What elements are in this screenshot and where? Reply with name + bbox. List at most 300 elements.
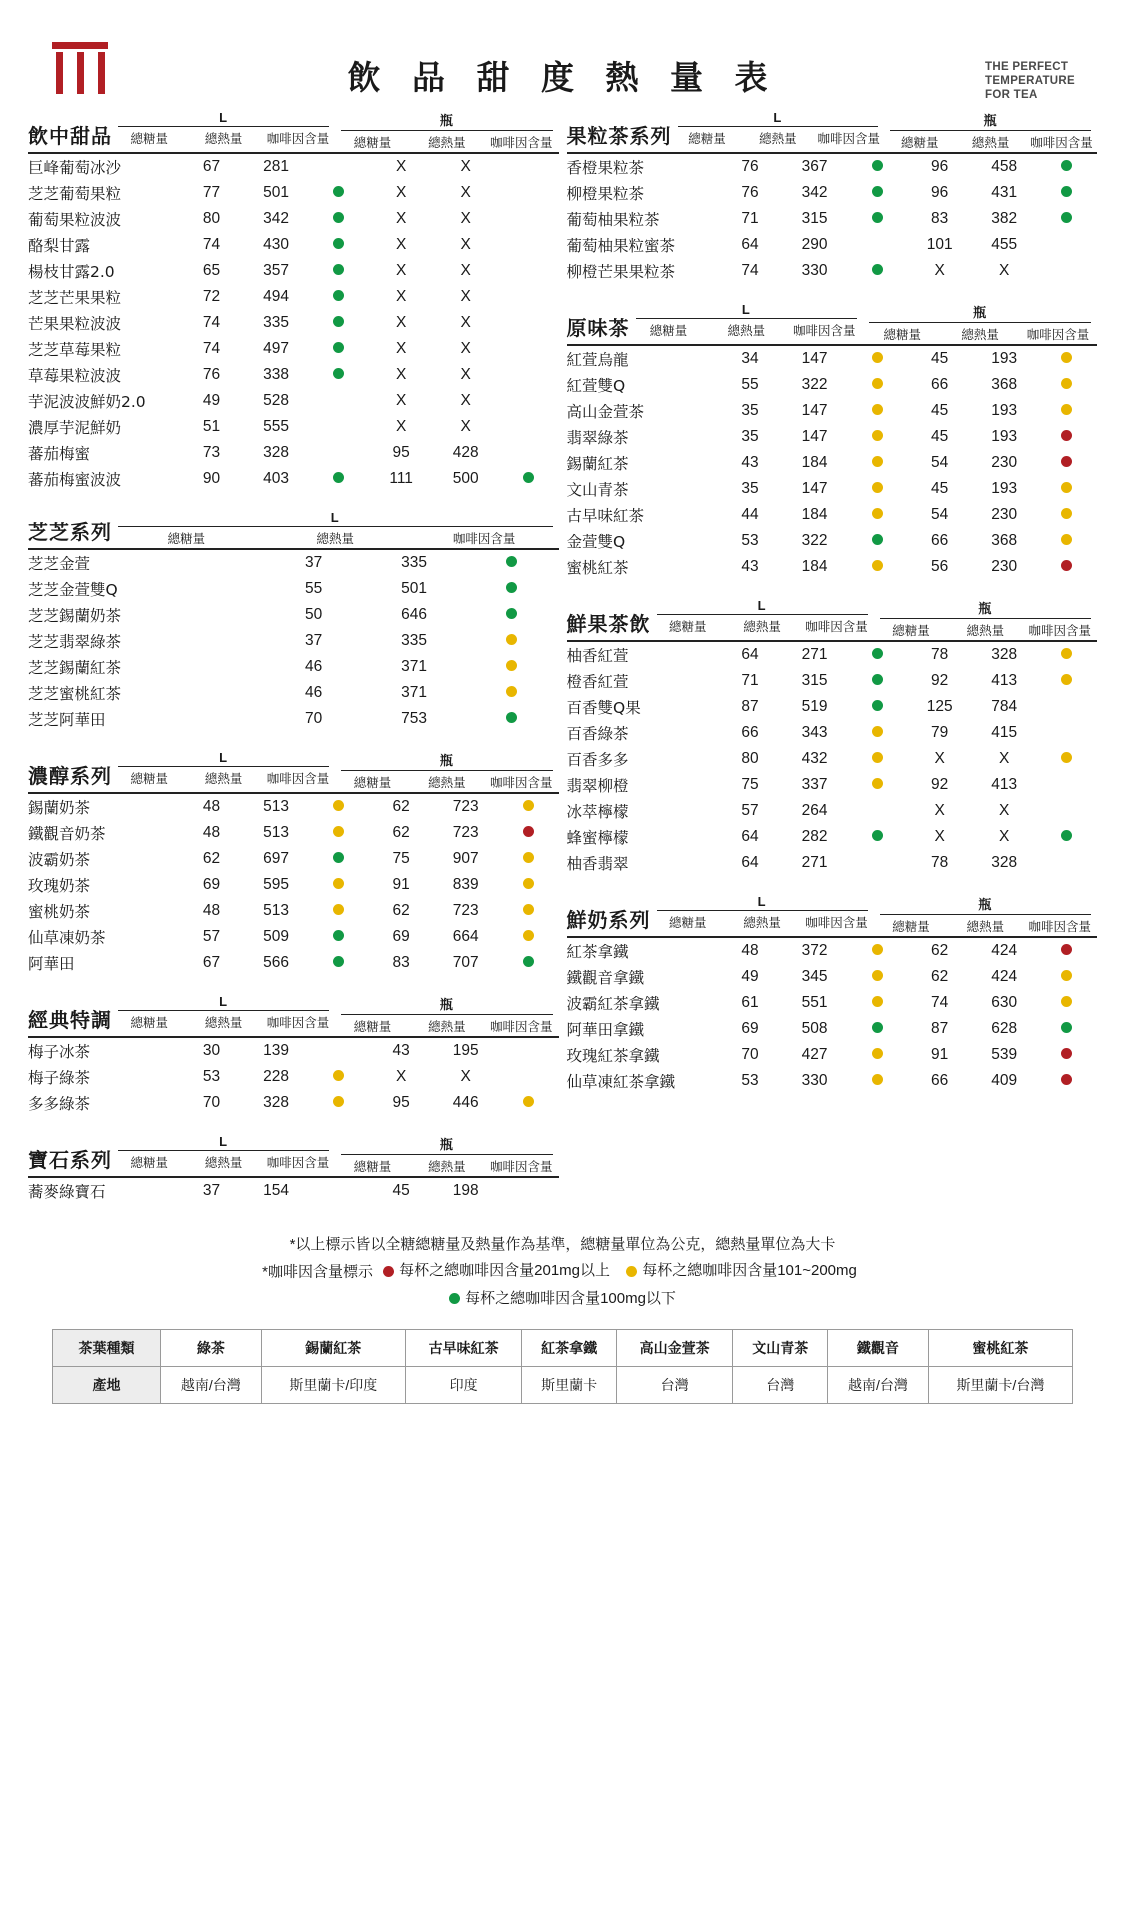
l-sugar: 70 bbox=[305, 710, 323, 727]
b-caffeine bbox=[1036, 424, 1097, 450]
col-header-caffeine: 咖啡因含量 bbox=[266, 132, 330, 146]
l-caffeine bbox=[308, 950, 369, 976]
col-header-sugar: 總糖量 bbox=[649, 324, 688, 338]
l-calorie: 315 bbox=[801, 672, 828, 689]
l-sugar: 46 bbox=[305, 658, 323, 675]
l-sugar: 46 bbox=[305, 684, 323, 701]
l-sugar: 62 bbox=[202, 850, 221, 867]
caffeine-dot-icon bbox=[872, 674, 883, 685]
col-header-caffeine: 咖啡因含量 bbox=[805, 620, 868, 634]
l-calorie: 147 bbox=[801, 480, 828, 497]
l-calorie: 281 bbox=[263, 158, 290, 175]
col-header-calorie: 總熱量 bbox=[743, 916, 781, 930]
l-calorie: 367 bbox=[801, 158, 828, 175]
l-caffeine bbox=[847, 450, 908, 476]
b-calorie: 382 bbox=[991, 210, 1018, 227]
item-name: 柳橙果粒茶 bbox=[566, 185, 645, 203]
b-sugar: 92 bbox=[931, 776, 949, 793]
l-caffeine bbox=[308, 206, 369, 232]
table-row bbox=[567, 450, 1098, 476]
item-name: 芒果果粒波波 bbox=[28, 315, 122, 333]
item-name: 鐵觀音拿鐵 bbox=[566, 969, 645, 987]
group-large bbox=[112, 1134, 335, 1175]
tea-origin-cell: 台灣 bbox=[616, 1367, 732, 1404]
l-caffeine bbox=[308, 440, 369, 466]
b-caffeine bbox=[1036, 746, 1097, 772]
b-caffeine bbox=[1036, 772, 1097, 798]
l-calorie: 566 bbox=[263, 954, 290, 971]
b-sugar: X bbox=[395, 158, 407, 175]
l-caffeine bbox=[847, 180, 908, 206]
section-header bbox=[567, 894, 1098, 938]
l-calorie: 646 bbox=[401, 606, 428, 623]
caffeine-dot-icon bbox=[523, 930, 534, 941]
b-sugar: X bbox=[395, 392, 407, 409]
b-sugar: 45 bbox=[392, 1182, 410, 1199]
col-header-calorie: 總熱量 bbox=[204, 772, 243, 786]
col-header-calorie: 總熱量 bbox=[428, 1020, 466, 1034]
item-name: 古早味紅茶 bbox=[566, 507, 645, 525]
table-row bbox=[567, 232, 1098, 258]
b-sugar: X bbox=[395, 210, 407, 227]
l-sugar: 44 bbox=[741, 506, 759, 523]
col-header-caffeine: 咖啡因含量 bbox=[490, 1160, 553, 1174]
table-row bbox=[28, 706, 559, 732]
l-sugar: 64 bbox=[741, 854, 759, 871]
l-calorie: 513 bbox=[263, 798, 290, 815]
group-label: L bbox=[657, 598, 868, 615]
l-calorie: 184 bbox=[801, 506, 828, 523]
b-calorie: 500 bbox=[452, 470, 479, 487]
section-drink-dessert bbox=[28, 110, 559, 492]
l-sugar: 75 bbox=[741, 776, 759, 793]
l-calorie: 501 bbox=[401, 580, 428, 597]
group-columns bbox=[651, 913, 874, 931]
section-rows bbox=[567, 938, 1098, 1094]
table-row bbox=[567, 990, 1098, 1016]
section-header bbox=[567, 110, 1098, 154]
caffeine-dot-icon bbox=[333, 878, 344, 889]
l-caffeine bbox=[847, 372, 908, 398]
l-caffeine bbox=[464, 550, 558, 576]
left-column bbox=[28, 110, 559, 1222]
caffeine-dot-icon bbox=[333, 930, 344, 941]
group-columns bbox=[112, 769, 335, 787]
group-large bbox=[651, 894, 874, 935]
l-caffeine bbox=[847, 850, 908, 876]
tea-type-cell: 綠茶 bbox=[161, 1330, 262, 1367]
group-label: 瓶 bbox=[341, 110, 552, 131]
b-calorie: X bbox=[999, 750, 1010, 767]
group-label: L bbox=[636, 302, 858, 319]
l-caffeine bbox=[847, 964, 908, 990]
legend-low bbox=[449, 1286, 676, 1312]
l-caffeine bbox=[847, 990, 908, 1016]
b-caffeine bbox=[498, 310, 559, 336]
tea-origin-table bbox=[52, 1329, 1073, 1404]
caffeine-dot-icon bbox=[333, 904, 344, 915]
table-row bbox=[28, 466, 559, 492]
caffeine-low-dot-icon bbox=[449, 1293, 460, 1304]
b-sugar: 66 bbox=[931, 376, 949, 393]
l-sugar: 35 bbox=[741, 402, 759, 419]
l-sugar: 48 bbox=[741, 942, 759, 959]
caffeine-dot-icon bbox=[523, 956, 534, 967]
item-name: 蜜桃奶茶 bbox=[28, 903, 91, 921]
section-title: 原味茶 bbox=[566, 316, 630, 340]
group-large bbox=[672, 110, 885, 151]
group-label: 瓶 bbox=[341, 994, 552, 1015]
l-caffeine bbox=[847, 346, 908, 372]
caffeine-dot-icon bbox=[872, 996, 883, 1007]
caffeine-dot-icon bbox=[506, 582, 517, 593]
l-sugar: 73 bbox=[202, 444, 221, 461]
table-row bbox=[567, 798, 1098, 824]
item-name: 葡萄柚果粒茶 bbox=[566, 211, 660, 229]
item-name: 柳橙芒果果粒茶 bbox=[566, 263, 676, 281]
l-calorie: 509 bbox=[263, 928, 290, 945]
l-sugar: 70 bbox=[741, 1046, 759, 1063]
l-sugar: 37 bbox=[305, 632, 323, 649]
l-caffeine bbox=[464, 680, 558, 706]
group-label: L bbox=[118, 1134, 329, 1151]
col-header-caffeine: 咖啡因含量 bbox=[266, 1156, 330, 1170]
col-header-caffeine: 咖啡因含量 bbox=[266, 772, 330, 786]
item-name: 芝芝蜜桃紅茶 bbox=[28, 685, 122, 703]
b-sugar: 62 bbox=[392, 798, 410, 815]
col-header-sugar: 總糖量 bbox=[167, 532, 206, 546]
l-calorie: 342 bbox=[801, 184, 828, 201]
l-caffeine bbox=[847, 824, 908, 850]
b-sugar: X bbox=[395, 184, 407, 201]
item-name: 波霸奶茶 bbox=[28, 851, 91, 869]
table-row bbox=[567, 642, 1098, 668]
b-calorie: 907 bbox=[452, 850, 479, 867]
section-header bbox=[28, 994, 559, 1038]
col-header-caffeine: 咖啡因含量 bbox=[490, 136, 553, 150]
b-sugar: 96 bbox=[931, 184, 949, 201]
b-caffeine bbox=[1036, 206, 1097, 232]
section-title: 濃醇系列 bbox=[28, 764, 112, 788]
l-caffeine bbox=[847, 554, 908, 580]
caffeine-dot-icon bbox=[872, 404, 883, 415]
l-caffeine bbox=[847, 938, 908, 964]
b-sugar: 87 bbox=[931, 1020, 949, 1037]
l-calorie: 342 bbox=[263, 210, 290, 227]
l-calorie: 519 bbox=[801, 698, 828, 715]
section-title: 芝芝系列 bbox=[28, 520, 112, 544]
b-caffeine bbox=[498, 872, 559, 898]
table-row bbox=[28, 206, 559, 232]
table-row bbox=[28, 154, 559, 180]
b-caffeine bbox=[498, 846, 559, 872]
caffeine-dot-icon bbox=[333, 852, 344, 863]
table-row bbox=[567, 746, 1098, 772]
item-name: 翡翠柳橙 bbox=[566, 777, 629, 795]
l-sugar: 72 bbox=[202, 288, 221, 305]
l-calorie: 513 bbox=[263, 824, 290, 841]
b-sugar: 66 bbox=[931, 1072, 949, 1089]
caffeine-dot-icon bbox=[872, 482, 883, 493]
caffeine-dot-icon bbox=[872, 212, 883, 223]
col-header-caffeine: 咖啡因含量 bbox=[266, 1016, 330, 1030]
section-yuanwei bbox=[567, 302, 1098, 580]
table-row bbox=[567, 528, 1098, 554]
item-name: 梅子綠茶 bbox=[28, 1069, 91, 1087]
table-row bbox=[28, 602, 559, 628]
item-name: 蕃茄梅蜜 bbox=[28, 445, 91, 463]
table-row bbox=[567, 554, 1098, 580]
table-row bbox=[28, 924, 559, 950]
b-sugar: X bbox=[395, 288, 407, 305]
caffeine-dot-icon bbox=[1061, 1022, 1072, 1033]
l-caffeine bbox=[847, 720, 908, 746]
l-calorie: 322 bbox=[801, 532, 828, 549]
caffeine-dot-icon bbox=[872, 1074, 883, 1085]
l-caffeine bbox=[847, 424, 908, 450]
caffeine-dot-icon bbox=[872, 560, 883, 571]
b-calorie: 723 bbox=[452, 798, 479, 815]
section-header bbox=[28, 510, 559, 550]
item-name: 芝芝錫蘭紅茶 bbox=[28, 659, 122, 677]
b-calorie: 409 bbox=[991, 1072, 1018, 1089]
b-caffeine bbox=[1036, 642, 1097, 668]
tagline bbox=[985, 60, 1075, 102]
caffeine-dot-icon bbox=[333, 290, 344, 301]
b-sugar: 83 bbox=[931, 210, 949, 227]
caffeine-dot-icon bbox=[872, 970, 883, 981]
col-header-calorie: 總熱量 bbox=[428, 136, 466, 150]
b-caffeine bbox=[498, 388, 559, 414]
b-sugar: 43 bbox=[392, 1042, 410, 1059]
tea-origin-cell: 越南/台灣 bbox=[828, 1367, 929, 1404]
caffeine-dot-icon bbox=[523, 472, 534, 483]
section-title: 鮮果茶飲 bbox=[566, 612, 651, 636]
group-label: 瓶 bbox=[880, 598, 1091, 619]
b-caffeine bbox=[498, 258, 559, 284]
caffeine-dot-icon bbox=[872, 1048, 883, 1059]
table-row bbox=[567, 938, 1098, 964]
b-calorie: 413 bbox=[991, 672, 1018, 689]
b-sugar: 83 bbox=[392, 954, 410, 971]
b-calorie: 230 bbox=[991, 454, 1018, 471]
b-sugar: 75 bbox=[392, 850, 410, 867]
group-large bbox=[630, 302, 864, 343]
b-sugar: 62 bbox=[392, 902, 410, 919]
caffeine-dot-icon bbox=[333, 472, 344, 483]
table-row bbox=[567, 772, 1098, 798]
col-header-sugar: 總糖量 bbox=[353, 1020, 392, 1034]
l-calorie: 154 bbox=[263, 1182, 290, 1199]
b-sugar: X bbox=[395, 236, 407, 253]
b-caffeine bbox=[498, 154, 559, 180]
b-caffeine bbox=[498, 820, 559, 846]
group-label: 瓶 bbox=[869, 302, 1091, 323]
b-calorie: 428 bbox=[452, 444, 479, 461]
section-rows bbox=[567, 642, 1098, 876]
group-large bbox=[112, 750, 335, 791]
table-row bbox=[28, 1064, 559, 1090]
column-groups bbox=[651, 598, 1098, 639]
l-calorie: 697 bbox=[263, 850, 290, 867]
col-header-sugar: 總糖量 bbox=[892, 920, 930, 934]
col-header-calorie: 總熱量 bbox=[204, 132, 243, 146]
l-sugar: 77 bbox=[202, 184, 221, 201]
item-name: 葡萄柚果粒蜜茶 bbox=[566, 237, 676, 255]
tea-type-cell: 文山青茶 bbox=[733, 1330, 828, 1367]
caffeine-mid-dot-icon bbox=[626, 1266, 637, 1277]
sections-columns bbox=[22, 110, 1103, 1222]
column-groups bbox=[630, 302, 1098, 343]
b-calorie: 446 bbox=[452, 1094, 479, 1111]
table-row bbox=[567, 372, 1098, 398]
l-sugar: 57 bbox=[202, 928, 221, 945]
tagline-line-3: FOR TEA bbox=[985, 89, 1038, 101]
l-calorie: 330 bbox=[801, 262, 828, 279]
group-label: L bbox=[118, 510, 553, 527]
l-caffeine bbox=[847, 206, 908, 232]
caffeine-dot-icon bbox=[506, 634, 517, 645]
item-name: 文山青茶 bbox=[566, 481, 629, 499]
l-sugar: 90 bbox=[202, 470, 221, 487]
col-header-caffeine: 咖啡因含量 bbox=[1028, 920, 1092, 934]
tea-origin-cell: 斯里蘭卡/台灣 bbox=[928, 1367, 1072, 1404]
item-name: 金萱雙Q bbox=[566, 533, 626, 551]
tea-type-cell: 古早味紅茶 bbox=[405, 1330, 521, 1367]
l-calorie: 335 bbox=[401, 554, 428, 571]
caffeine-dot-icon bbox=[872, 700, 883, 711]
b-sugar: 91 bbox=[392, 876, 410, 893]
l-caffeine bbox=[308, 258, 369, 284]
b-caffeine bbox=[1036, 694, 1097, 720]
l-calorie: 372 bbox=[801, 942, 828, 959]
l-caffeine bbox=[308, 414, 369, 440]
right-column bbox=[567, 110, 1098, 1222]
caffeine-dot-icon bbox=[1061, 456, 1072, 467]
caffeine-dot-icon bbox=[523, 904, 534, 915]
table-row bbox=[567, 1042, 1098, 1068]
caffeine-dot-icon bbox=[523, 800, 534, 811]
b-sugar: 79 bbox=[931, 724, 949, 741]
l-sugar: 61 bbox=[741, 994, 759, 1011]
l-caffeine bbox=[308, 388, 369, 414]
col-header-calorie: 總熱量 bbox=[966, 920, 1005, 934]
section-xiannai bbox=[567, 894, 1098, 1094]
caffeine-dot-icon bbox=[1061, 674, 1072, 685]
table-row bbox=[28, 898, 559, 924]
l-calorie: 497 bbox=[263, 340, 290, 357]
b-calorie: X bbox=[460, 340, 471, 357]
l-caffeine bbox=[464, 602, 558, 628]
b-sugar: 78 bbox=[931, 646, 949, 663]
tea-origin-cell: 斯里蘭卡 bbox=[522, 1367, 617, 1404]
item-name: 百香綠茶 bbox=[566, 725, 629, 743]
b-caffeine bbox=[1036, 372, 1097, 398]
group-label: L bbox=[118, 110, 329, 127]
col-header-sugar: 總糖量 bbox=[668, 916, 707, 930]
b-calorie: X bbox=[999, 802, 1010, 819]
b-calorie: X bbox=[460, 288, 471, 305]
b-sugar: 92 bbox=[931, 672, 949, 689]
b-calorie: 413 bbox=[991, 776, 1018, 793]
l-caffeine bbox=[308, 924, 369, 950]
l-caffeine bbox=[847, 798, 908, 824]
table-row bbox=[567, 398, 1098, 424]
l-caffeine bbox=[847, 528, 908, 554]
caffeine-dot-icon bbox=[523, 1096, 534, 1107]
col-header-calorie: 總熱量 bbox=[961, 328, 999, 342]
section-jingdian bbox=[28, 994, 559, 1116]
l-caffeine bbox=[308, 1178, 369, 1204]
b-caffeine bbox=[1036, 528, 1097, 554]
l-caffeine bbox=[308, 846, 369, 872]
b-sugar: 45 bbox=[931, 402, 949, 419]
b-caffeine bbox=[1036, 850, 1097, 876]
l-calorie: 357 bbox=[263, 262, 290, 279]
group-label: 瓶 bbox=[341, 750, 552, 771]
l-calorie: 271 bbox=[801, 854, 828, 871]
b-sugar: 56 bbox=[931, 558, 949, 575]
table-row bbox=[567, 694, 1098, 720]
l-calorie: 494 bbox=[263, 288, 290, 305]
footnote-caffeine-prefix: *咖啡因含量標示 bbox=[262, 1263, 373, 1281]
table-row bbox=[567, 1016, 1098, 1042]
column-groups bbox=[112, 994, 559, 1035]
l-calorie: 322 bbox=[801, 376, 828, 393]
item-name: 仙草凍紅茶拿鐵 bbox=[566, 1073, 676, 1091]
item-name: 酪梨甘露 bbox=[28, 237, 91, 255]
l-caffeine bbox=[464, 654, 558, 680]
caffeine-dot-icon bbox=[1061, 560, 1072, 571]
group-bottle bbox=[863, 302, 1097, 343]
section-header bbox=[28, 1134, 559, 1178]
b-sugar: X bbox=[934, 262, 945, 279]
caffeine-dot-icon bbox=[872, 264, 883, 275]
b-calorie: X bbox=[999, 262, 1010, 279]
group-bottle bbox=[335, 110, 558, 151]
b-sugar: X bbox=[395, 314, 407, 331]
col-header-sugar: 總糖量 bbox=[130, 1016, 168, 1030]
item-name: 蕃茄梅蜜波波 bbox=[28, 471, 122, 489]
l-caffeine bbox=[308, 336, 369, 362]
b-calorie: 230 bbox=[991, 558, 1018, 575]
group-columns bbox=[335, 1017, 558, 1035]
l-calorie: 371 bbox=[401, 658, 428, 675]
item-name: 楊枝甘露2.0 bbox=[28, 263, 115, 281]
l-caffeine bbox=[308, 232, 369, 258]
group-label: L bbox=[118, 994, 329, 1011]
l-sugar: 37 bbox=[202, 1182, 221, 1199]
section-zhizhi bbox=[28, 510, 559, 732]
b-caffeine bbox=[498, 232, 559, 258]
group-columns bbox=[863, 325, 1097, 343]
caffeine-dot-icon bbox=[1061, 648, 1072, 659]
page-title: 飲 品 甜 度 熱 量 表 bbox=[347, 58, 778, 97]
l-sugar: 67 bbox=[202, 954, 221, 971]
b-caffeine bbox=[498, 284, 559, 310]
l-calorie: 432 bbox=[801, 750, 828, 767]
b-sugar: X bbox=[395, 418, 407, 435]
col-header-sugar: 總糖量 bbox=[883, 328, 921, 342]
b-caffeine bbox=[1036, 990, 1097, 1016]
b-calorie: 424 bbox=[991, 942, 1018, 959]
table-row bbox=[28, 846, 559, 872]
b-caffeine bbox=[498, 440, 559, 466]
b-sugar: 125 bbox=[926, 698, 953, 715]
item-name: 巨峰葡萄冰沙 bbox=[28, 159, 122, 177]
col-header-caffeine: 咖啡因含量 bbox=[452, 532, 516, 546]
group-label: 瓶 bbox=[341, 1134, 552, 1155]
